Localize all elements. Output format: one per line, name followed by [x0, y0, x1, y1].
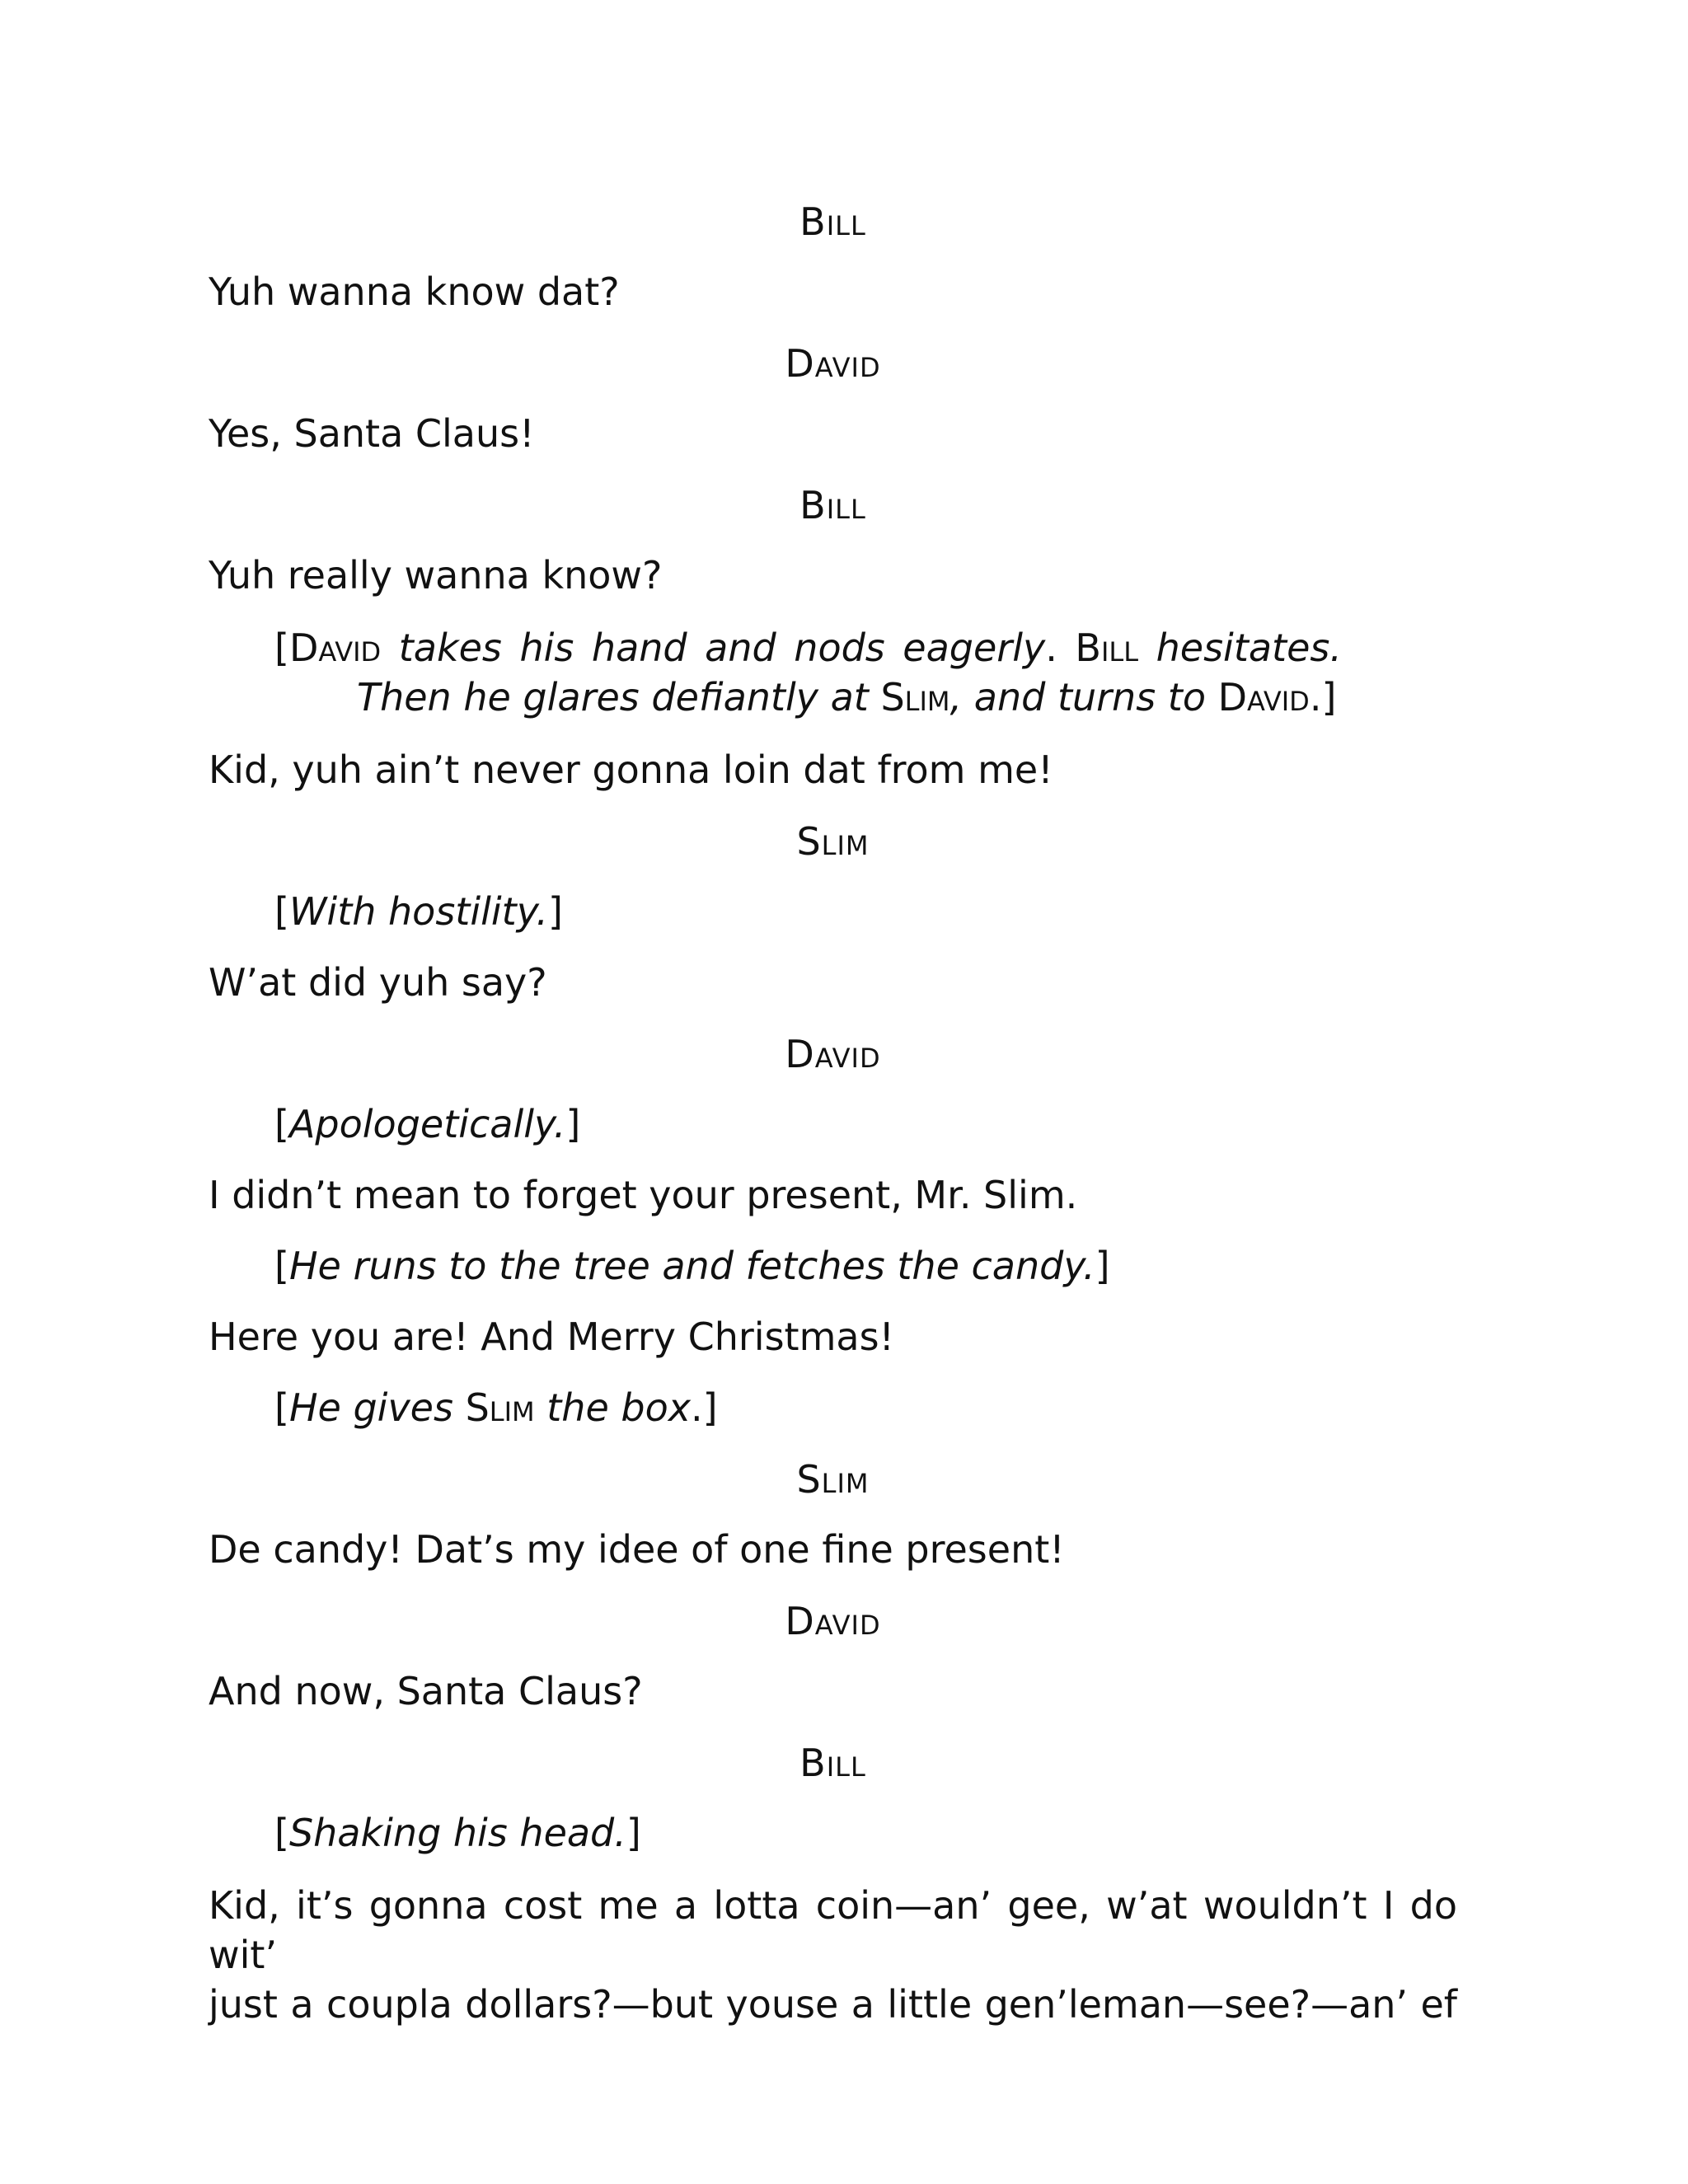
character-name: Slim — [880, 675, 950, 719]
stage-direction: [He runs to the tree and fetches the candy.] — [274, 1244, 1110, 1288]
direction-text: He gives — [288, 1385, 466, 1430]
speaker-name: Bill — [799, 1741, 866, 1785]
dialogue-line: Yuh really wanna know? — [209, 553, 663, 598]
direction-text: Apologetically. — [288, 1102, 566, 1146]
direction-end: .] — [690, 1385, 718, 1430]
dialogue-line: I didn’t mean to forget your present, Mr. Slim. — [209, 1173, 1078, 1217]
direction-text: hesitates. — [1138, 626, 1342, 670]
dialogue-line: De candy! Dat’s my idee of one fine present! — [209, 1527, 1065, 1572]
character-name: Slim — [465, 1385, 535, 1430]
dialogue-line: just a coupla dollars?—but youse a little gen’leman—see?—an’ ef — [209, 1982, 1457, 2027]
stage-direction: [With hostility.] — [274, 889, 563, 934]
dialogue-line: Kid, it’s gonna cost me a lotta coin—an’ gee, w’at wouldn’t I do wit’ — [209, 1883, 1457, 1977]
speaker-name: Bill — [799, 483, 866, 527]
stage-direction — [209, 623, 1457, 722]
dialogue-paragraph — [209, 1881, 1457, 2029]
stage-direction: [Apologetically.] — [274, 1102, 581, 1146]
dialogue-line: Here you are! And Merry Christmas! — [209, 1315, 894, 1359]
character-name: David — [288, 626, 382, 670]
stage-direction-line — [274, 673, 1457, 722]
speaker-name: David — [785, 1599, 881, 1643]
direction-text: He runs to the tree and fetches the candy. — [288, 1244, 1095, 1288]
speaker-name: David — [785, 1032, 881, 1076]
dialogue-line: Yes, Santa Claus! — [209, 411, 535, 456]
dialogue-line: And now, Santa Claus? — [209, 1669, 643, 1713]
stage-direction: [Shaking his head.] — [274, 1811, 641, 1855]
direction-text: the box — [534, 1385, 691, 1430]
direction-text: Then he glares defiantly at — [357, 675, 881, 719]
direction-text: Shaking his head. — [288, 1811, 626, 1855]
speaker-name: Bill — [799, 199, 866, 244]
direction-text: With hostility. — [288, 889, 548, 934]
speaker-name: Slim — [796, 819, 870, 864]
character-name: David — [1217, 675, 1310, 719]
dialogue-line: Yuh wanna know dat? — [209, 269, 620, 314]
speaker-name: Slim — [796, 1457, 870, 1502]
stage-direction: [He gives Slim the box.] — [274, 1385, 718, 1430]
speaker-name: David — [785, 341, 881, 386]
direction-text: , and turns to — [950, 675, 1218, 719]
stage-direction-line: [David takes his hand and nods eagerly. Bill hesitates. — [274, 626, 1342, 670]
character-name: Bill — [1075, 626, 1139, 670]
direction-end: .] — [1309, 675, 1337, 719]
script-page — [209, 198, 1457, 2029]
direction-text: takes his hand and nods eagerly — [381, 626, 1046, 670]
dialogue-line: W’at did yuh say? — [209, 960, 547, 1005]
direction-punct: . — [1045, 626, 1076, 670]
dialogue-line: Kid, yuh ain’t never gonna loin dat from me! — [209, 748, 1053, 792]
